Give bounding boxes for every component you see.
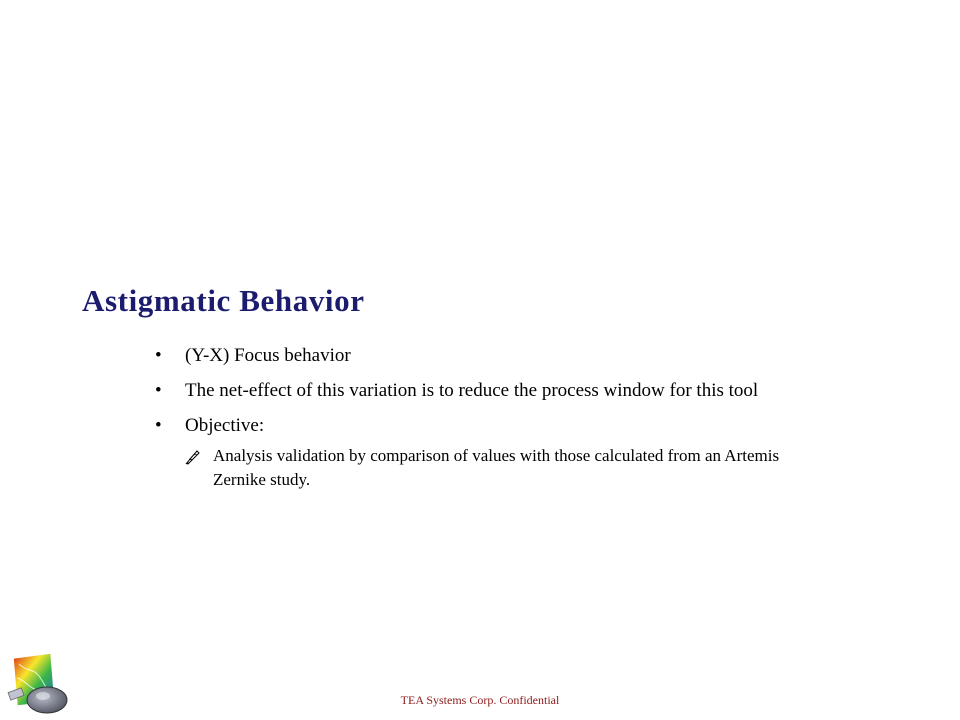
sub-bullet-text: Analysis validation by comparison of values with those calculated from an Artemis Zernike study. xyxy=(213,446,780,489)
bullet-text: Objective: xyxy=(185,415,265,436)
sub-bullet-item xyxy=(185,444,793,492)
bullet-marker: • xyxy=(155,345,162,366)
bullet-text: The net-effect of this variation is to reduce the process window for this tool xyxy=(185,380,759,401)
bullet-item xyxy=(155,378,815,404)
bullet-item xyxy=(155,413,815,439)
slide-title: Astigmatic Behavior xyxy=(82,283,365,318)
bullet-list xyxy=(155,343,815,492)
bullet-marker: • xyxy=(155,380,162,401)
bullet-item xyxy=(155,343,815,369)
bullet-marker: • xyxy=(155,415,162,436)
writing-hand-icon xyxy=(185,449,201,465)
footer-text: TEA Systems Corp. Confidential xyxy=(400,693,560,707)
bullet-text: (Y-X) Focus behavior xyxy=(185,345,351,366)
